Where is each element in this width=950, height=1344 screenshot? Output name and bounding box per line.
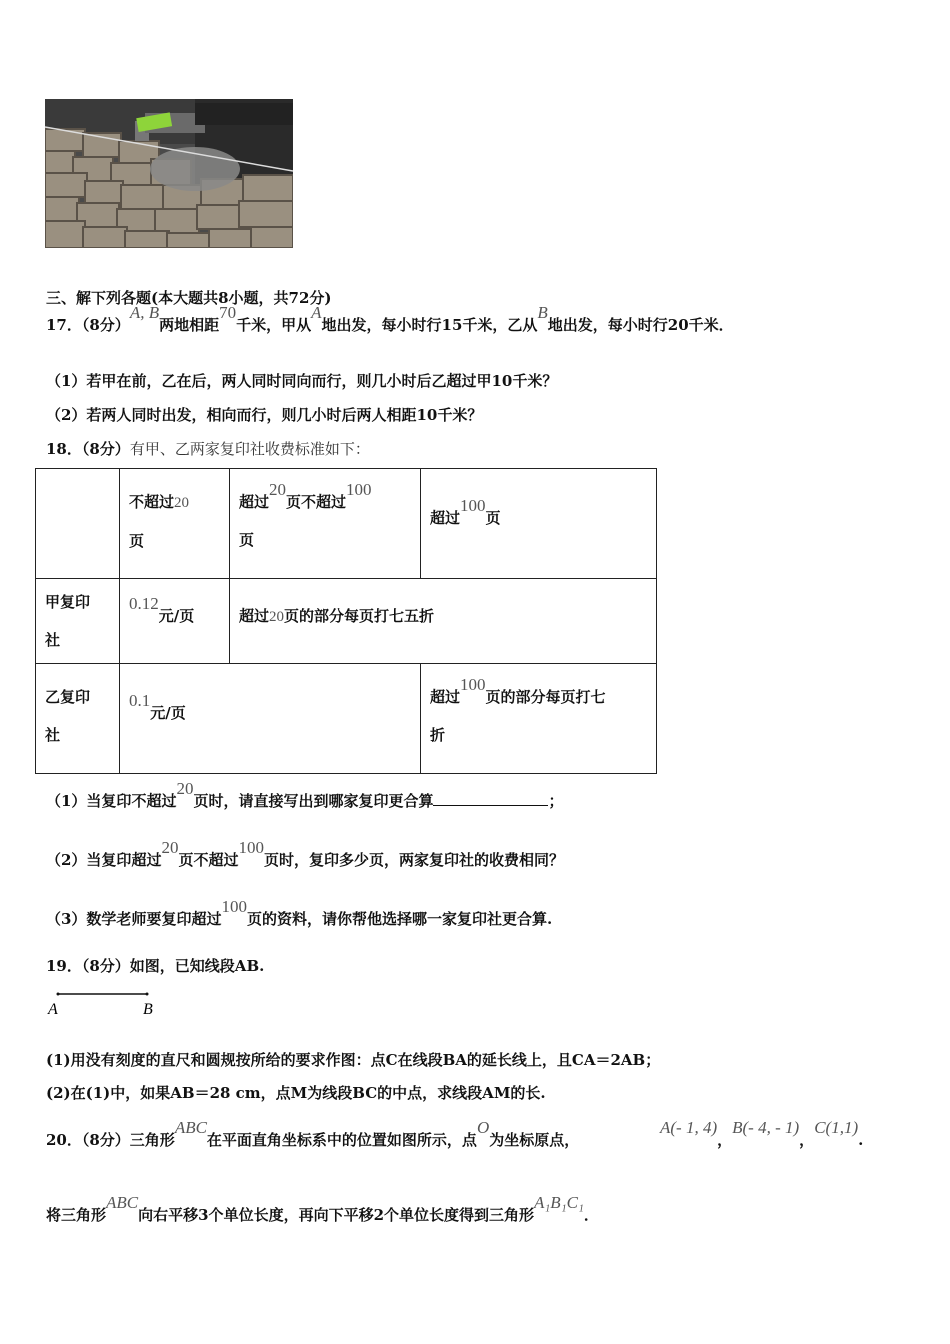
segment-point-a	[57, 993, 60, 996]
brick-wall-image	[45, 99, 293, 248]
row-jia-label	[36, 579, 120, 664]
q17-point-a: A	[311, 303, 322, 322]
header-up-to-20	[120, 469, 230, 579]
q17-text-2: 千米，甲从	[236, 316, 312, 334]
row-yi-rule-b: 页的部分每页打七	[485, 688, 606, 706]
header-3-text-b: 页	[485, 509, 501, 527]
q17-sub1: （1）若甲在前，乙在后，两人同时同向而行，则几小时后乙超过甲10千米？	[46, 372, 558, 390]
fee-table	[35, 468, 657, 774]
q20-line2-c: ．	[583, 1206, 599, 1224]
header-2-text-b: 页不超过	[286, 493, 347, 511]
fee-table-row-jia	[36, 579, 657, 664]
segment-label-a: A	[48, 1001, 58, 1018]
q20-stem	[46, 1118, 580, 1150]
row-jia-rule	[230, 579, 657, 664]
row-yi-price	[120, 664, 421, 774]
row-yi-rule	[421, 664, 657, 774]
q17-distance: 70	[219, 303, 237, 322]
row-jia-label-a: 甲复印	[45, 593, 91, 611]
q18-sub2-b: 页不超过	[178, 851, 239, 869]
row-jia-rule-num: 20	[269, 609, 285, 625]
q18-intro: 有甲、乙两家复印社收费标准如下：	[129, 440, 370, 458]
q20-number: 20．（8分）三角形	[46, 1131, 175, 1149]
row-yi-rule-num: 100	[460, 675, 486, 694]
segment-label-b: B	[143, 1001, 153, 1018]
row-yi-price-value: 0.1	[129, 691, 151, 710]
header-2-num: 20	[269, 480, 287, 499]
row-jia-price-value: 0.12	[129, 594, 159, 613]
q18-sub3-num: 100	[221, 897, 247, 916]
q20-triangle-abc-2: ABC	[106, 1193, 139, 1212]
q18-sub1-b: 页时，请直接写出到哪家复印更合算	[193, 792, 434, 810]
q17-text-3: 地出发，每小时行15千米，乙从	[321, 316, 538, 334]
row-jia-rule-b: 页的部分每页打七五折	[284, 607, 435, 625]
q18-sub2-num: 20	[161, 838, 179, 857]
fee-table-row-yi	[36, 664, 657, 774]
q19-stem: 19．（8分）如图，已知线段AB.	[46, 957, 265, 975]
q20-triangle-a1b1c1: A₁B₁C₁	[534, 1193, 584, 1212]
q19-sub2: (2)在(1)中，如果AB＝28 cm，点M为线段BC的中点，求线段AM的长.	[46, 1084, 546, 1102]
section-title: 三、解下列各题(本大题共8小题，共72分)	[46, 289, 332, 307]
row-yi-label	[36, 664, 120, 774]
row-yi-label-b: 社	[45, 726, 61, 744]
q18-sub2	[46, 838, 564, 870]
q18-sub3-b: 页的资料，请你帮他选择哪一家复印社更合算.	[246, 910, 553, 928]
coord-comma-2: ，	[799, 1131, 815, 1149]
q18-sub3-a: （3）数学老师要复印超过	[46, 910, 222, 928]
header-2-text-a: 超过	[239, 493, 270, 511]
header-3-num: 100	[460, 496, 486, 515]
q20-line2-b: 向右平移3个单位长度，再向下平移2个单位长度得到三角形	[138, 1206, 535, 1224]
q20-translation	[46, 1193, 599, 1225]
q20-origin-o: O	[476, 1118, 490, 1137]
segment-point-b	[146, 993, 149, 996]
q18-sub3	[46, 897, 553, 929]
header-1-text-a: 不超过	[129, 493, 175, 511]
q18-sub2-c: 页时，复印多少页，两家复印社的收费相同？	[263, 851, 564, 869]
q18-sub1-a: （1）当复印不超过	[46, 792, 177, 810]
q18-stem	[46, 438, 370, 459]
row-jia-rule-a: 超过	[239, 607, 270, 625]
answer-blank[interactable]	[433, 791, 548, 806]
q18-sub1-c: ；	[548, 792, 564, 810]
q18-number: 18．（8分）	[46, 440, 130, 458]
q18-sub2-a: （2）当复印超过	[46, 851, 162, 869]
row-yi-price-unit: 元/页	[150, 704, 186, 722]
row-jia-label-b: 社	[45, 631, 61, 649]
header-3-text-a: 超过	[430, 509, 461, 527]
q17-text-1: 两地相距	[159, 316, 220, 334]
fee-table-corner	[36, 469, 120, 579]
q17-point-b: B	[537, 303, 548, 322]
header-1-num: 20	[174, 495, 190, 511]
q17-points-ab: A, B	[129, 303, 160, 322]
row-yi-rule-c: 折	[430, 726, 446, 744]
q18-sub2-num2: 100	[238, 838, 264, 857]
q17-text-4: 地出发，每小时行20千米．	[547, 316, 734, 334]
q20-text-1: 在平面直角坐标系中的位置如图所示，点	[206, 1131, 477, 1149]
coord-b: B(- 4, - 1)	[732, 1118, 800, 1137]
segment-ab-figure	[46, 985, 166, 1021]
header-over-100	[421, 469, 657, 579]
row-jia-price	[120, 579, 230, 664]
coord-c: C(1,1)	[814, 1118, 859, 1137]
header-1-text-b: 页	[129, 532, 145, 550]
q20-line2-a: 将三角形	[46, 1206, 107, 1224]
brick-wall-photo	[45, 99, 293, 248]
row-yi-label-a: 乙复印	[45, 688, 91, 706]
coord-a: A(- 1, 4)	[660, 1118, 718, 1137]
q18-sub1	[46, 779, 564, 811]
q20-triangle-abc: ABC	[174, 1118, 207, 1137]
q17-number: 17．（8分）	[46, 316, 130, 334]
header-20-to-100	[230, 469, 421, 579]
coord-comma-1: ，	[717, 1131, 733, 1149]
header-2-text-c: 页	[239, 531, 255, 549]
header-2-num2: 100	[346, 480, 372, 499]
fee-table-header-row	[36, 469, 657, 579]
q19-sub1: (1)用没有刻度的直尺和圆规按所给的要求作图：点C在线段BA的延长线上，且CA＝2AB；	[46, 1051, 661, 1069]
row-jia-price-unit: 元/页	[158, 607, 195, 625]
q20-text-2: 为坐标原点，	[489, 1131, 580, 1149]
q17-stem	[46, 303, 734, 335]
q18-sub1-num: 20	[176, 779, 194, 798]
row-yi-rule-a: 超过	[430, 688, 461, 706]
q20-coords	[660, 1118, 864, 1150]
q17-sub2: （2）若两人同时出发，相向而行，则几小时后两人相距10千米？	[46, 406, 483, 424]
coord-period: .	[858, 1131, 864, 1149]
